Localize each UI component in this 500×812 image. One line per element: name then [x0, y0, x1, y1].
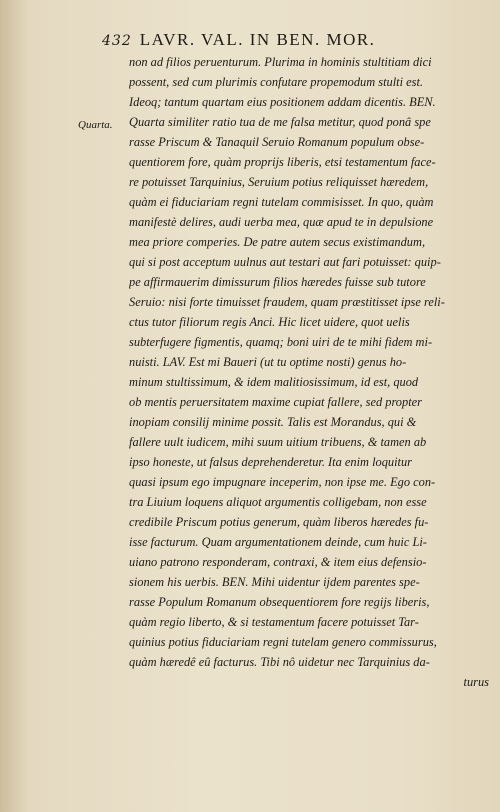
text-line: ctus tutor filiorum regis Anci. Hic licet uidere, quot uelis [129, 315, 410, 329]
text-line: nuisti. LAV. Est mi Baueri (ut tu optime nosti) genus ho- [129, 355, 407, 369]
text-line: ob mentis peruersitatem maxime cupiat fallere, sed propter [129, 395, 422, 409]
text-line: credibile Priscum potius generum, quàm liberos hæredes fu- [129, 515, 429, 529]
text-line: Seruio: nisi forte timuisset fraudem, quam præstitisset ipse reli- [129, 295, 445, 309]
text-line: Ideoq; tantum quartam eius positionem addam dicentis. BEN. [129, 95, 436, 109]
text-line: rasse Priscum & Tanaquil Seruio Romanum populum obse- [129, 135, 425, 149]
text-line: manifestè delires, audi uerba mea, quæ apud te in depulsione [129, 215, 434, 229]
text-line: re potuisset Tarquinius, Seruium potius reliquisset hæredem, [129, 175, 429, 189]
catchword: turus [463, 675, 489, 689]
text-line: inopiam consilij minime possit. Talis est Morandus, qui & [129, 415, 417, 429]
body-text [129, 52, 489, 692]
page-header [102, 30, 492, 50]
text-line: mea priore comperies. De patre autem secus existimandum, [129, 235, 426, 249]
text-line: ipso honeste, ut falsus deprehenderetur. Ita enim loquitur [129, 455, 413, 469]
text-line: non ad filios peruenturum. Plurima in hominis stultitiam dici [129, 55, 432, 69]
text-line: quàm ei fiduciariam regni tutelam commisisset. In quo, quàm [129, 195, 434, 209]
text-line: uiano patrono responderam, contraxi, & item eius defensio- [129, 555, 427, 569]
page-number: 432 [102, 33, 132, 49]
text-line: rasse Populum Romanum obsequentiorem fore regijs liberis, [129, 595, 430, 609]
text-line: pe affirmauerim dimissurum filios hæredes fuisse sub tutore [129, 275, 426, 289]
text-line: tra Liuium loquens aliquot argumentis colligebam, non esse [129, 495, 427, 509]
text-line: minum stultissimum, & idem malitiosissimum, id est, quod [129, 375, 419, 389]
text-line: quasi ipsum ego impugnare inceperim, non ipse me. Ego con- [129, 475, 436, 489]
text-line: quentiorem fore, quàm proprijs liberis, etsi testamentum face- [129, 155, 436, 169]
text-line: possent, sed cum plurimis confutare propemodum stulti est. [129, 75, 424, 89]
text-line: quinius potius fiduciariam regni tutelam genero commissurus, [129, 635, 437, 649]
text-line: subterfugere figmentis, quamq; boni uiri de te mihi fidem mi- [129, 335, 433, 349]
text-line: isse facturum. Quam argumentationem deinde, cum huic Li- [129, 535, 427, 549]
text-line: quàm hæredê eû facturus. Tibi nô uidetur nec Tarquinius da- [129, 655, 430, 669]
running-head: LAVR. VAL. IN BEN. MOR. [139, 30, 376, 49]
text-line: qui si post acceptum uulnus aut testari aut fari potuisset: quip- [129, 255, 441, 269]
text-line: quàm regio liberto, & si testamentum facere potuisset Tar- [129, 615, 419, 629]
text-line: Quarta similiter ratio tua de me falsa metitur, quod ponâ spe [129, 115, 431, 129]
text-line: sionem his uerbis. BEN. Mihi uidentur ijdem parentes spe- [129, 575, 420, 589]
margin-note: Quarta. [78, 119, 113, 131]
text-line: fallere uult iudicem, mihi suum uitium tribuens, & tamen ab [129, 435, 427, 449]
